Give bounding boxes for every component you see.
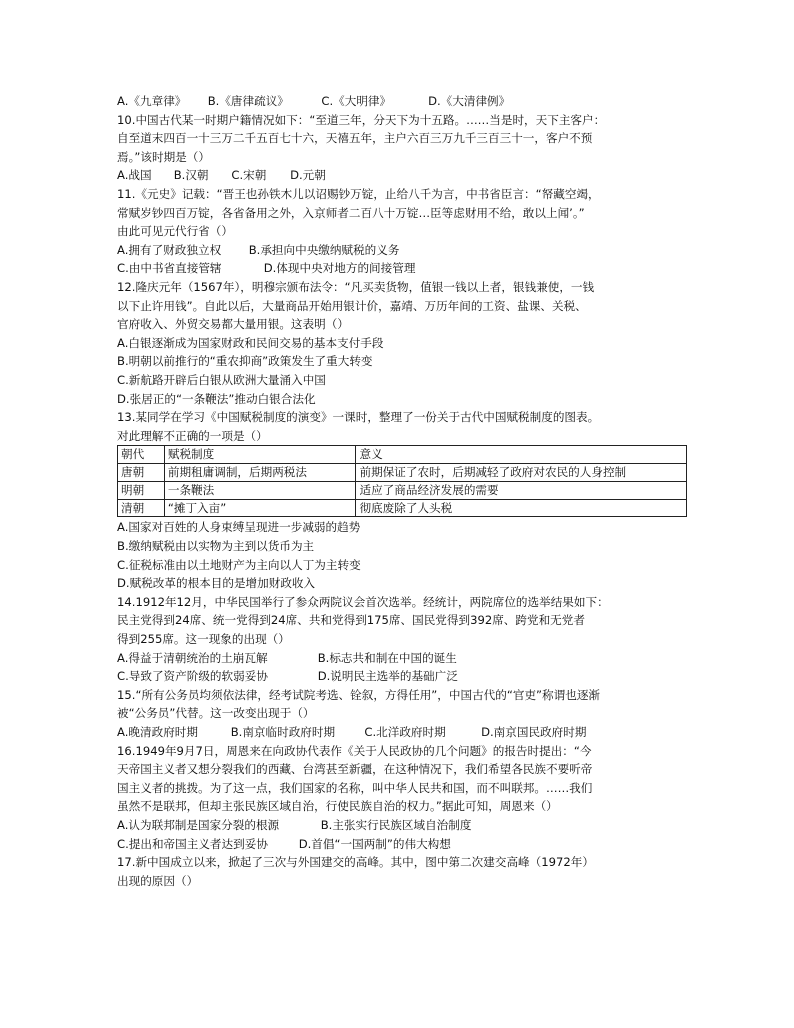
table-cell: 适应了商品经济发展的需要 <box>356 481 687 499</box>
q10-option-c: C.宋朝 <box>231 168 267 183</box>
q10-options <box>117 166 687 185</box>
q12-option-c: C.新航路开辟后白银从欧洲大量涌入中国 <box>117 372 326 387</box>
q17-stem-line: 17.新中国成立以来，掀起了三次与外国建交的高峰。其中，图中第二次建交高峰（1972年） <box>117 855 594 870</box>
q16-option-d: D.首倡“一国两制”的伟大构想 <box>298 836 451 851</box>
q14-stem-line: 民主党得到24席、统一党得到24席、共和党得到175席、国民党得到392席、跨党和无党者 <box>117 613 585 628</box>
q14-option-d: D.说明民主选举的基础广泛 <box>317 669 458 684</box>
table-header-dynasty: 朝代 <box>118 446 165 464</box>
q10-stem-line: 10.中国古代某一时期户籍情况如下：“至道三年，分天下为十五路。……当是时，天下主客户： <box>117 112 606 127</box>
q10-stem-line: 焉。”该时期是（） <box>117 149 210 164</box>
q15-option-c: C.北洋政府时期 <box>364 725 446 739</box>
q11-stem-line: 由此可见元代行省（） <box>117 224 233 239</box>
table-cell: 清朝 <box>118 499 165 517</box>
q16-options-row1 <box>117 816 687 835</box>
q10-option-d: D.元朝 <box>290 168 326 183</box>
question-14 <box>117 593 687 686</box>
question-15 <box>117 686 687 742</box>
q10-option-a: A.战国 <box>117 168 152 183</box>
q15-stem-line: 15.“所有公务员均须依法律，经考试院考选、铨叙，方得任用”，中国古代的“官吏”称谓也逐渐 <box>117 687 601 702</box>
q16-option-b: B.主张实行民族区域自治制度 <box>320 817 472 832</box>
q9-option-d: D.《大清律例》 <box>428 94 511 108</box>
q11-stem-line: 11.《元史》记载：“晋王也孙铁木儿以诏赐钞万锭，止给八千为言，中书省臣言：“帑藏空竭， <box>117 186 600 201</box>
q13-option-c: C.征税标准由以土地财产为主向以人丁为主转变 <box>117 557 361 572</box>
table-header-significance: 意义 <box>356 446 687 464</box>
table-row <box>118 499 687 517</box>
table-cell: 明朝 <box>118 481 165 499</box>
question-17 <box>117 853 687 890</box>
question-11 <box>117 185 687 278</box>
q14-stem-line: 得到255席。这一现象的出现（） <box>117 632 290 647</box>
q12-stem-line: 12.隆庆元年（1567年），明穆宗颁布法令：“凡买卖货物，值银一钱以上者，银钱兼使，一钱 <box>117 279 595 294</box>
table-header-tax-system: 赋税制度 <box>164 446 356 464</box>
q9-options <box>117 92 687 111</box>
q12-stem-line: 官府收入、外贸交易都大量用银。这表明（） <box>117 317 349 332</box>
q15-options <box>117 723 687 742</box>
q13-option-a: A.国家对百姓的人身束缚呈现进一步减弱的趋势 <box>117 520 361 535</box>
q9-option-c: C.《大明律》 <box>321 94 392 108</box>
table-cell: 前期租庸调制，后期两税法 <box>164 464 356 482</box>
q16-option-a: A.认为联邦制是国家分裂的根源 <box>117 817 280 832</box>
question-10 <box>117 111 687 185</box>
q15-option-d: D.南京国民政府时期 <box>481 725 587 739</box>
q14-option-c: C.导致了资产阶级的软弱妥协 <box>117 669 268 684</box>
q13-option-b: B.缴纳赋税由以实物为主到以货币为主 <box>117 539 315 554</box>
q10-stem-line: 自至道末四百一十三万二千五百七十六，天禧五年，主户六百三万九千三百三十一，客户不预 <box>117 131 593 146</box>
q13-stem-line: 13.某同学在学习《中国赋税制度的演变》一课时，整理了一份关于古代中国赋税制度的图表。 <box>117 410 600 425</box>
q9-option-b: B.《唐律疏议》 <box>207 94 289 108</box>
q13-option-d: D.赋税改革的根本目的是增加财政收入 <box>117 576 316 591</box>
q15-stem-line: 被“公务员”代替。这一改变出现于（） <box>117 706 315 721</box>
table-cell: 前期保证了农时，后期减轻了政府对农民的人身控制 <box>356 464 687 482</box>
q11-option-d: D.体现中央对地方的间接管理 <box>263 261 416 276</box>
question-16 <box>117 742 687 854</box>
table-header-row <box>118 446 687 464</box>
q14-options-row2 <box>117 667 687 686</box>
table-cell: 唐朝 <box>118 464 165 482</box>
q14-option-a: A.得益于清朝统治的土崩瓦解 <box>117 650 268 665</box>
table-cell: “摊丁入亩” <box>164 499 356 517</box>
q12-option-d: D.张居正的“一条鞭法”推动白银合法化 <box>117 391 316 406</box>
tax-system-table <box>117 445 687 517</box>
q16-option-c: C.提出和帝国主义者达到妥协 <box>117 836 268 851</box>
question-13 <box>117 408 687 593</box>
q16-stem-line: 虽然不是联邦，但却主张民族区域自治，行使民族自治的权力。”据此可知，周恩来（） <box>117 799 558 814</box>
q11-options-row1 <box>117 241 687 260</box>
table-row <box>118 464 687 482</box>
q9-option-a: A.《九章律》 <box>117 94 187 108</box>
table-cell: 彻底废除了人头税 <box>356 499 687 517</box>
q17-stem-line: 出现的原因（） <box>117 873 199 888</box>
q11-option-c: C.由中书省直接管辖 <box>117 261 222 276</box>
q11-options-row2 <box>117 259 687 278</box>
q16-options-row2 <box>117 835 687 854</box>
q12-stem-line: 以下止许用钱”。自此以后，大量商品开始用银计价，嘉靖、万历年间的工资、盐课、关税、 <box>117 298 587 313</box>
q14-option-b: B.标志共和制在中国的诞生 <box>317 650 457 665</box>
question-12 <box>117 278 687 408</box>
table-cell: 一条鞭法 <box>164 481 356 499</box>
q16-stem-line: 16.1949年9月7日，周恩来在向政协代表作《关于人民政协的几个问题》的报告时提出：“今 <box>117 743 592 758</box>
q13-stem-line: 对此理解不正确的一项是（） <box>117 428 268 443</box>
q16-stem-line: 天帝国主义者又想分裂我们的西藏、台湾甚至新疆，在这种情况下，我们希望各民族不要听帝 <box>117 762 593 777</box>
table-row <box>118 481 687 499</box>
q14-stem-line: 14.1912年12月，中华民国举行了参众两院议会首次选举。经统计，两院席位的选举结果如下： <box>117 594 609 609</box>
q16-stem-line: 国主义者的挑拨。为了这一点，我们国家的名称，叫中华人民共和国，而不叫联邦。……我们 <box>117 780 593 795</box>
q12-option-a: A.白银逐渐成为国家财政和民间交易的基本支付手段 <box>117 335 384 350</box>
q15-option-a: A.晚清政府时期 <box>117 725 198 739</box>
q10-option-b: B.汉朝 <box>173 168 209 183</box>
q12-option-b: B.明朝以前推行的“重农抑商”政策发生了重大转变 <box>117 354 373 369</box>
q15-option-b: B.南京临时政府时期 <box>230 725 336 739</box>
q11-stem-line: 常赋岁钞四百万锭，各省备用之外，入京师者二百八十万锭…臣等虑财用不给，敢以上闻’。” <box>117 205 585 220</box>
q14-options-row1 <box>117 649 687 668</box>
q11-option-b: B.承担向中央缴纳赋税的义务 <box>248 242 400 257</box>
exam-page <box>117 92 687 890</box>
q11-option-a: A.拥有了财政独立权 <box>117 242 222 257</box>
